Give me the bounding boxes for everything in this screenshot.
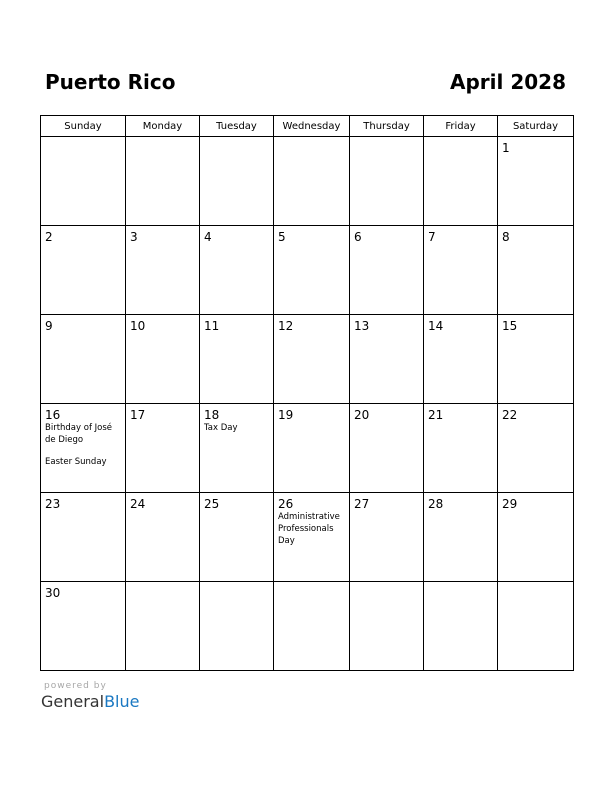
day-number: 14 — [428, 319, 444, 333]
powered-by-text: powered by — [44, 681, 107, 691]
day-cell — [424, 404, 498, 493]
day-number: 1 — [502, 141, 510, 155]
day-cell — [274, 582, 350, 671]
day-number — [424, 137, 497, 141]
week-row — [41, 137, 574, 226]
day-cell — [424, 582, 498, 671]
day-number: 6 — [354, 230, 362, 244]
day-cell — [424, 137, 498, 226]
day-cell — [498, 226, 574, 315]
logo-text-general: General — [41, 692, 105, 711]
weekday-wednesday: Wednesday — [274, 116, 350, 137]
day-cell — [350, 137, 424, 226]
day-number — [350, 582, 423, 586]
day-cell — [200, 137, 274, 226]
weekday-saturday: Saturday — [498, 116, 574, 137]
calendar-grid — [40, 115, 574, 671]
day-cell — [274, 315, 350, 404]
day-number: 3 — [130, 230, 138, 244]
day-number: 11 — [204, 319, 220, 333]
day-cell — [41, 315, 126, 404]
day-number: 9 — [45, 319, 53, 333]
day-number: 29 — [502, 497, 518, 511]
day-number — [41, 137, 125, 141]
day-cell — [274, 404, 350, 493]
day-cell — [424, 226, 498, 315]
day-cell — [126, 404, 200, 493]
day-cell — [41, 226, 126, 315]
day-cell — [126, 315, 200, 404]
day-cell — [200, 493, 274, 582]
holiday-label: Tax Day — [204, 423, 238, 433]
day-cell — [126, 226, 200, 315]
day-cell — [350, 226, 424, 315]
day-number: 10 — [130, 319, 146, 333]
weekday-monday: Monday — [126, 116, 200, 137]
day-cell — [424, 493, 498, 582]
day-cell — [424, 315, 498, 404]
day-number: 8 — [502, 230, 510, 244]
day-cell — [350, 582, 424, 671]
day-cell — [350, 404, 424, 493]
week-row — [41, 582, 574, 671]
day-number: 21 — [428, 408, 444, 422]
month-title: April 2028 — [450, 70, 566, 94]
day-number: 27 — [354, 497, 370, 511]
day-number: 19 — [278, 408, 294, 422]
country-title: Puerto Rico — [45, 70, 176, 94]
week-row — [41, 493, 574, 582]
day-number: 26 — [278, 497, 294, 511]
logo-text-blue: Blue — [104, 692, 140, 711]
day-number: 30 — [45, 586, 61, 600]
day-number: 25 — [204, 497, 220, 511]
day-cell — [126, 493, 200, 582]
day-cell — [350, 315, 424, 404]
day-cell — [498, 315, 574, 404]
day-number: 2 — [45, 230, 53, 244]
day-number — [200, 137, 273, 141]
weekday-sunday: Sunday — [41, 116, 126, 137]
day-number: 23 — [45, 497, 61, 511]
day-number: 5 — [278, 230, 286, 244]
week-row — [41, 226, 574, 315]
week-row — [41, 404, 574, 493]
day-cell — [350, 493, 424, 582]
day-cell — [200, 582, 274, 671]
day-cell — [274, 137, 350, 226]
footer-branding — [41, 681, 139, 711]
weekday-header-row — [41, 116, 574, 137]
day-cell — [200, 315, 274, 404]
day-number: 4 — [204, 230, 212, 244]
generalblue-logo[interactable] — [41, 692, 139, 711]
day-number — [350, 137, 423, 141]
day-number: 20 — [354, 408, 370, 422]
day-cell — [274, 493, 350, 582]
day-cell — [41, 582, 126, 671]
day-cell — [498, 582, 574, 671]
weekday-tuesday: Tuesday — [200, 116, 274, 137]
day-cell — [498, 137, 574, 226]
day-number — [274, 137, 349, 141]
day-number — [274, 582, 349, 586]
holiday-label: Easter Sunday — [45, 457, 107, 467]
day-number: 17 — [130, 408, 146, 422]
day-cell — [274, 226, 350, 315]
week-row — [41, 315, 574, 404]
holiday-label: Administrative Professionals Day — [278, 512, 340, 546]
day-number — [424, 582, 497, 586]
day-number: 7 — [428, 230, 436, 244]
day-cell — [41, 137, 126, 226]
day-number: 13 — [354, 319, 370, 333]
day-cell — [498, 404, 574, 493]
day-cell — [41, 404, 126, 493]
day-number: 22 — [502, 408, 518, 422]
weekday-friday: Friday — [424, 116, 498, 137]
weekday-thursday: Thursday — [350, 116, 424, 137]
day-cell — [498, 493, 574, 582]
day-cell — [41, 493, 126, 582]
day-number: 12 — [278, 319, 294, 333]
day-cell — [126, 137, 200, 226]
day-number: 24 — [130, 497, 146, 511]
day-number — [498, 582, 573, 586]
day-number — [126, 137, 199, 141]
day-number — [200, 582, 273, 586]
day-cell — [200, 226, 274, 315]
holiday-label: Birthday of José de Diego — [45, 423, 113, 445]
day-number: 18 — [204, 408, 220, 422]
day-cell — [126, 582, 200, 671]
day-cell — [200, 404, 274, 493]
day-number: 15 — [502, 319, 518, 333]
day-number — [126, 582, 199, 586]
day-number: 28 — [428, 497, 444, 511]
day-number: 16 — [45, 408, 61, 422]
